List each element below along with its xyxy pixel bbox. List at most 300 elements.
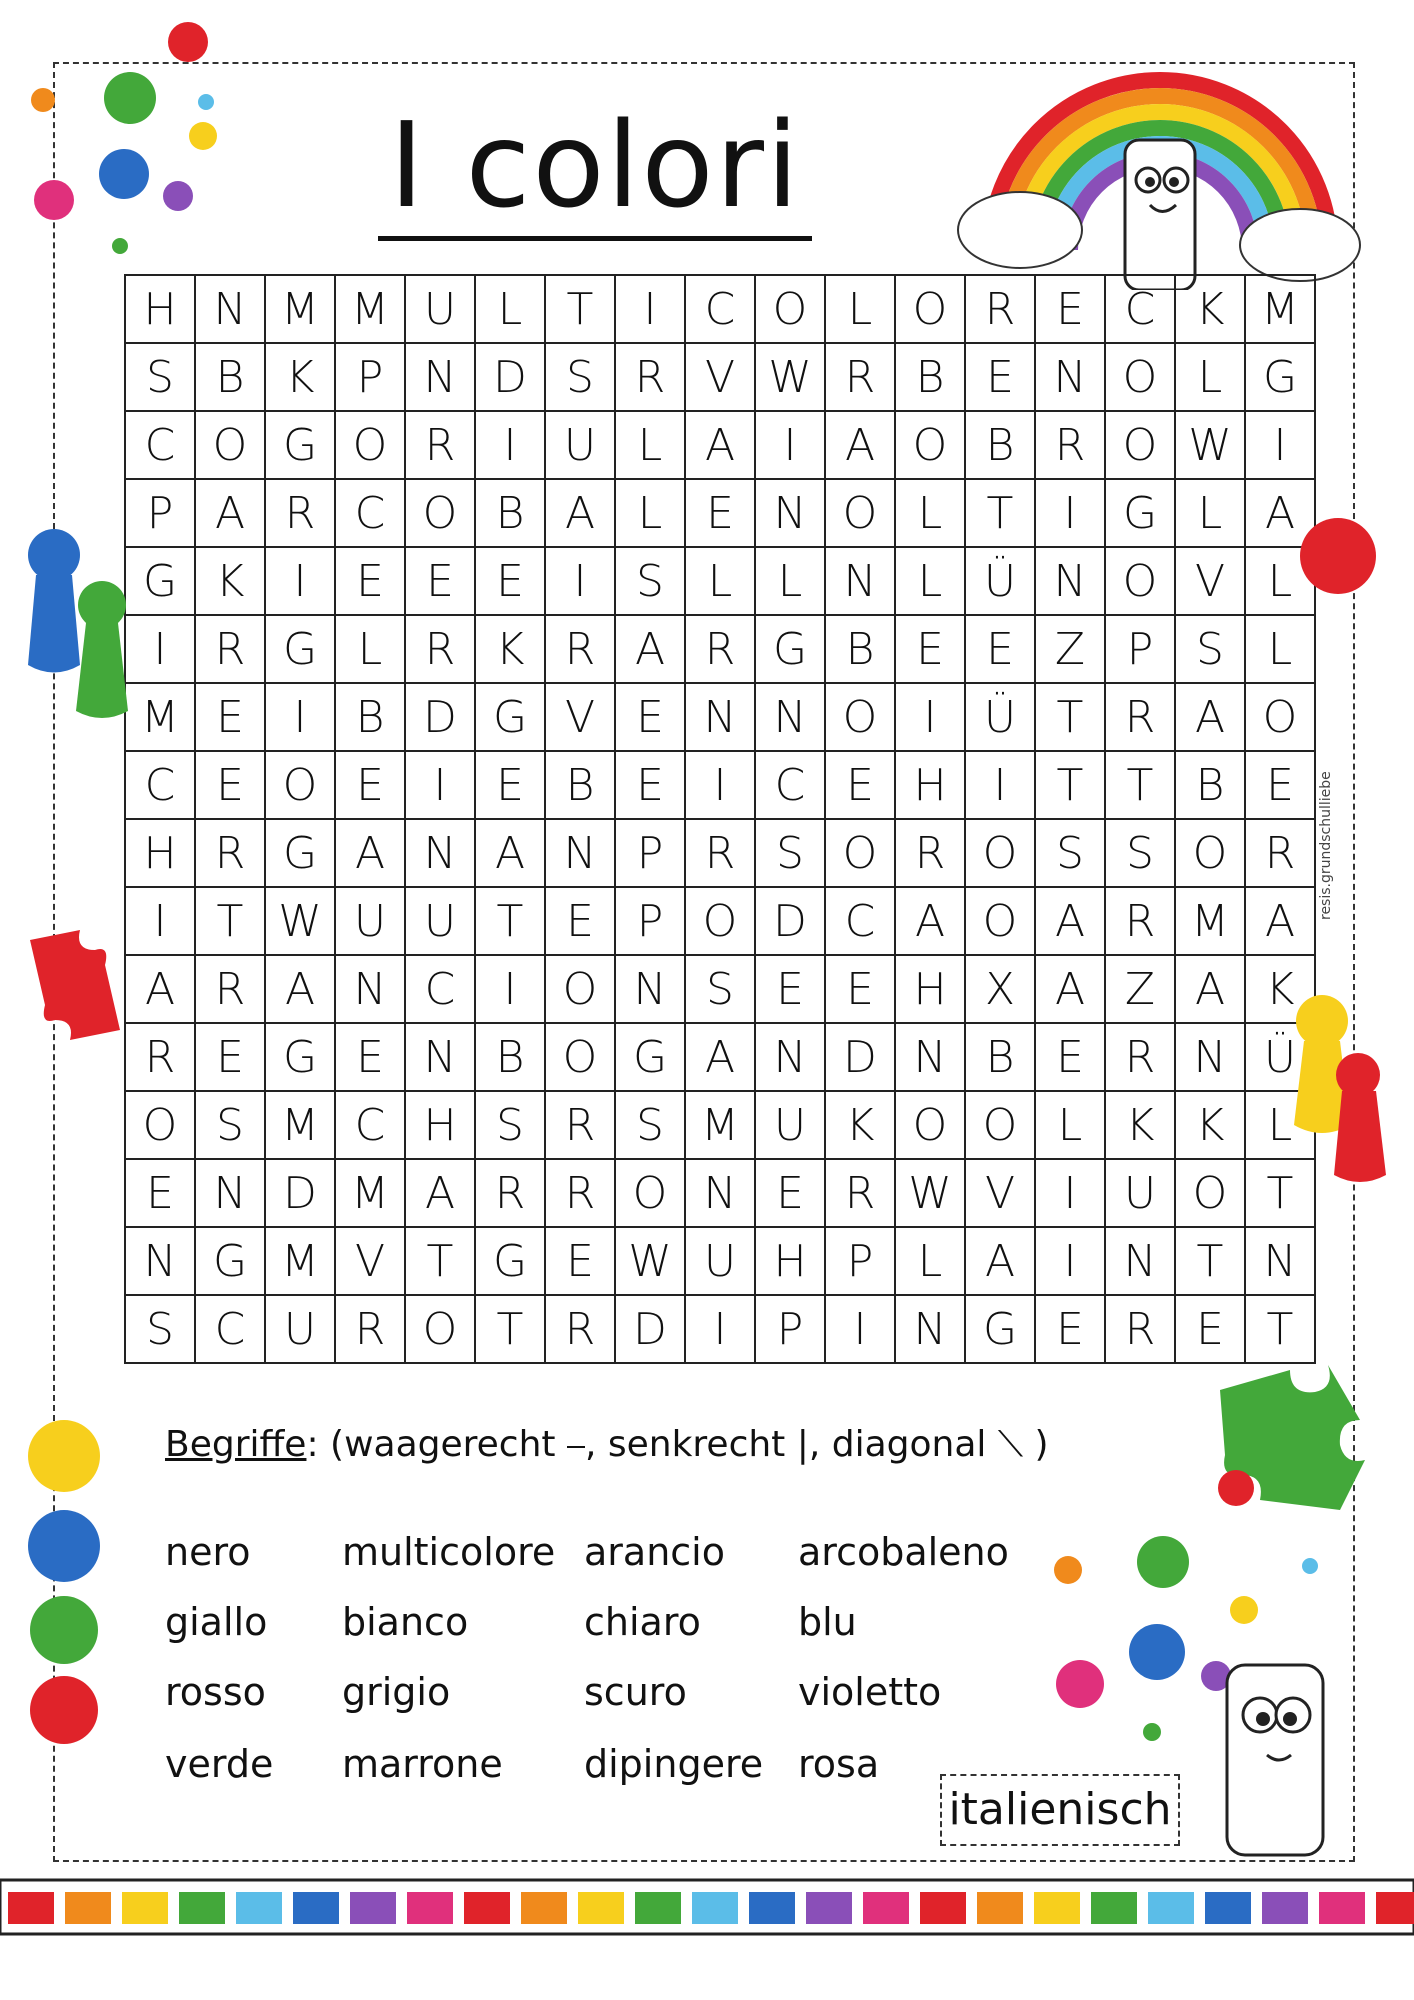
grid-cell: A — [265, 955, 335, 1023]
grid-cell: G — [195, 1227, 265, 1295]
grid-cell: U — [1105, 1159, 1175, 1227]
grid-cell: D — [405, 683, 475, 751]
grid-cell: V — [1175, 547, 1245, 615]
grid-cell: Z — [1105, 955, 1175, 1023]
grid-cell: K — [1175, 275, 1245, 343]
stripe-block — [1319, 1892, 1365, 1924]
grid-cell: N — [755, 479, 825, 547]
grid-cell: I — [1035, 479, 1105, 547]
grid-cell: G — [1105, 479, 1175, 547]
stripe-block — [749, 1892, 795, 1924]
grid-cell: R — [1105, 1295, 1175, 1363]
grid-cell: E — [965, 343, 1035, 411]
grid-cell: P — [125, 479, 195, 547]
grid-cell: D — [475, 343, 545, 411]
term-word: chiaro — [584, 1600, 701, 1644]
grid-cell: A — [615, 615, 685, 683]
term-word: giallo — [165, 1600, 268, 1644]
grid-cell: O — [895, 1091, 965, 1159]
grid-cell: W — [615, 1227, 685, 1295]
grid-cell: I — [755, 411, 825, 479]
stripe-block — [635, 1892, 681, 1924]
grid-cell: O — [895, 411, 965, 479]
grid-cell: E — [475, 751, 545, 819]
game-pieces-left — [14, 515, 144, 725]
grid-cell: S — [125, 343, 195, 411]
grid-cell: E — [755, 1159, 825, 1227]
grid-cell: U — [335, 887, 405, 955]
grid-cell: O — [1175, 819, 1245, 887]
grid-cell: T — [475, 887, 545, 955]
grid-cell: W — [1175, 411, 1245, 479]
grid-cell: D — [265, 1159, 335, 1227]
grid-cell: C — [195, 1295, 265, 1363]
grid-cell: T — [475, 1295, 545, 1363]
stripe-block — [293, 1892, 339, 1924]
grid-cell: B — [545, 751, 615, 819]
grid-cell: O — [615, 1159, 685, 1227]
grid-cell: R — [895, 819, 965, 887]
grid-cell: A — [895, 887, 965, 955]
grid-cell: W — [755, 343, 825, 411]
stripe-block — [1091, 1892, 1137, 1924]
grid-cell: O — [895, 275, 965, 343]
grid-cell: B — [825, 615, 895, 683]
grid-cell: O — [195, 411, 265, 479]
grid-cell: R — [825, 343, 895, 411]
grid-cell: V — [965, 1159, 1035, 1227]
grid-cell: I — [265, 547, 335, 615]
grid-cell: T — [1035, 683, 1105, 751]
grid-cell: A — [685, 1023, 755, 1091]
grid-cell: Ü — [965, 547, 1035, 615]
grid-cell: G — [265, 615, 335, 683]
grid-cell: O — [405, 479, 475, 547]
grid-cell: V — [685, 343, 755, 411]
grid-cell: R — [195, 615, 265, 683]
grid-cell: E — [895, 615, 965, 683]
grid-cell: K — [265, 343, 335, 411]
grid-cell: A — [1175, 683, 1245, 751]
grid-cell: E — [195, 1023, 265, 1091]
grid-cell: O — [545, 955, 615, 1023]
grid-cell: L — [825, 275, 895, 343]
grid-cell: B — [965, 1023, 1035, 1091]
stripe-block — [1376, 1892, 1414, 1924]
grid-cell: C — [685, 275, 755, 343]
grid-cell: R — [195, 955, 265, 1023]
grid-cell: K — [825, 1091, 895, 1159]
page-title: I colori — [389, 96, 801, 234]
grid-cell: L — [1245, 615, 1315, 683]
grid-cell: O — [1105, 547, 1175, 615]
grid-cell: N — [685, 1159, 755, 1227]
grid-cell: I — [125, 887, 195, 955]
grid-cell: A — [195, 479, 265, 547]
grid-cell: U — [545, 411, 615, 479]
grid-row — [125, 479, 1315, 547]
grid-cell: G — [125, 547, 195, 615]
grid-cell: S — [125, 1295, 195, 1363]
grid-cell: O — [405, 1295, 475, 1363]
grid-cell: C — [755, 751, 825, 819]
grid-cell: K — [1105, 1091, 1175, 1159]
grid-cell: O — [265, 751, 335, 819]
grid-cell: H — [125, 275, 195, 343]
term-word: bianco — [342, 1600, 469, 1644]
grid-cell: A — [825, 411, 895, 479]
grid-cell: L — [1245, 1091, 1315, 1159]
grid-cell: E — [615, 683, 685, 751]
grid-cell: A — [475, 819, 545, 887]
grid-cell: H — [895, 955, 965, 1023]
grid-cell: L — [1175, 479, 1245, 547]
grid-cell: N — [1105, 1227, 1175, 1295]
grid-row — [125, 819, 1315, 887]
grid-cell: C — [335, 479, 405, 547]
grid-cell: O — [1175, 1159, 1245, 1227]
grid-cell: N — [405, 343, 475, 411]
terms-heading — [165, 1424, 1049, 1466]
term-word: marrone — [342, 1742, 503, 1786]
grid-cell: S — [615, 547, 685, 615]
stripe-block — [8, 1892, 54, 1924]
grid-cell: N — [685, 683, 755, 751]
grid-cell: K — [195, 547, 265, 615]
term-word: rosso — [165, 1670, 266, 1714]
grid-cell: A — [965, 1227, 1035, 1295]
grid-cell: A — [545, 479, 615, 547]
grid-cell: I — [475, 955, 545, 1023]
grid-cell: S — [195, 1091, 265, 1159]
grid-cell: B — [1175, 751, 1245, 819]
term-word: violetto — [798, 1670, 942, 1714]
grid-cell: B — [475, 479, 545, 547]
grid-row — [125, 411, 1315, 479]
grid-cell: M — [1175, 887, 1245, 955]
grid-cell: E — [335, 1023, 405, 1091]
grid-cell: E — [965, 615, 1035, 683]
grid-cell: L — [755, 547, 825, 615]
grid-row — [125, 547, 1315, 615]
grid-cell: U — [755, 1091, 825, 1159]
grid-cell: N — [405, 1023, 475, 1091]
grid-cell: K — [1175, 1091, 1245, 1159]
grid-cell: P — [755, 1295, 825, 1363]
grid-cell: I — [1035, 1159, 1105, 1227]
grid-cell: L — [1035, 1091, 1105, 1159]
grid-cell: M — [335, 1159, 405, 1227]
grid-cell: E — [475, 547, 545, 615]
grid-cell: X — [965, 955, 1035, 1023]
grid-row — [125, 615, 1315, 683]
puzzle-piece-red — [10, 920, 130, 1070]
stripe-block — [692, 1892, 738, 1924]
grid-cell: I — [265, 683, 335, 751]
grid-row — [125, 955, 1315, 1023]
stripe-block — [920, 1892, 966, 1924]
grid-cell: G — [265, 411, 335, 479]
grid-cell: M — [685, 1091, 755, 1159]
grid-cell: D — [755, 887, 825, 955]
grid-cell: A — [1245, 479, 1315, 547]
grid-cell: E — [1245, 751, 1315, 819]
grid-cell: I — [405, 751, 475, 819]
grid-cell: A — [125, 955, 195, 1023]
grid-cell: L — [1245, 547, 1315, 615]
grid-cell: G — [1245, 343, 1315, 411]
grid-cell: N — [895, 1295, 965, 1363]
grid-cell: C — [405, 955, 475, 1023]
grid-cell: T — [1105, 751, 1175, 819]
grid-cell: D — [825, 1023, 895, 1091]
grid-cell: L — [895, 1227, 965, 1295]
grid-cell: K — [1245, 955, 1315, 1023]
grid-cell: R — [545, 1159, 615, 1227]
grid-cell: C — [825, 887, 895, 955]
grid-cell: N — [1175, 1023, 1245, 1091]
grid-cell: E — [405, 547, 475, 615]
grid-cell: E — [1035, 275, 1105, 343]
term-word: scuro — [584, 1670, 687, 1714]
grid-cell: I — [685, 1295, 755, 1363]
grid-cell: N — [615, 955, 685, 1023]
term-word: dipingere — [584, 1742, 764, 1786]
grid-cell: K — [475, 615, 545, 683]
grid-cell: O — [965, 819, 1035, 887]
grid-cell: S — [1105, 819, 1175, 887]
grid-cell: O — [335, 411, 405, 479]
rainbow-illustration — [950, 30, 1370, 290]
grid-cell: L — [895, 547, 965, 615]
grid-cell: A — [1035, 887, 1105, 955]
grid-cell: R — [475, 1159, 545, 1227]
grid-cell: N — [1035, 547, 1105, 615]
grid-cell: M — [125, 683, 195, 751]
grid-cell: G — [755, 615, 825, 683]
grid-cell: R — [125, 1023, 195, 1091]
grid-cell: E — [825, 955, 895, 1023]
grid-cell: T — [405, 1227, 475, 1295]
grid-cell: E — [755, 955, 825, 1023]
grid-cell: C — [125, 411, 195, 479]
grid-cell: N — [195, 275, 265, 343]
mascot-bottom-right — [1205, 1655, 1345, 1885]
grid-cell: R — [1245, 819, 1315, 887]
grid-cell: Z — [1035, 615, 1105, 683]
grid-cell: P — [335, 343, 405, 411]
grid-cell: T — [1245, 1159, 1315, 1227]
grid-cell: I — [545, 547, 615, 615]
grid-cell: I — [1035, 1227, 1105, 1295]
grid-cell: E — [125, 1159, 195, 1227]
grid-cell: I — [895, 683, 965, 751]
grid-cell: H — [895, 751, 965, 819]
grid-cell: A — [1035, 955, 1105, 1023]
grid-row — [125, 887, 1315, 955]
grid-cell: M — [265, 275, 335, 343]
term-word: arancio — [584, 1530, 725, 1574]
stripe-block — [1148, 1892, 1194, 1924]
grid-cell: C — [335, 1091, 405, 1159]
grid-cell: L — [615, 479, 685, 547]
grid-cell: O — [965, 887, 1035, 955]
grid-cell: U — [405, 887, 475, 955]
grid-cell: T — [545, 275, 615, 343]
grid-cell: R — [405, 615, 475, 683]
term-word: arcobaleno — [798, 1530, 1009, 1574]
grid-cell: O — [1105, 411, 1175, 479]
balls-left-column — [24, 1420, 114, 1750]
grid-cell: V — [335, 1227, 405, 1295]
grid-cell: M — [335, 275, 405, 343]
stripe-block — [464, 1892, 510, 1924]
grid-cell: T — [1175, 1227, 1245, 1295]
terms-hint: : (waagerecht ⎯, senkrecht |, diagonal ⟍ ) — [306, 1424, 1049, 1465]
grid-cell: R — [685, 819, 755, 887]
grid-cell: O — [755, 275, 825, 343]
grid-cell: T — [965, 479, 1035, 547]
stripe-block — [521, 1892, 567, 1924]
grid-cell: N — [545, 819, 615, 887]
grid-cell: E — [1035, 1023, 1105, 1091]
grid-cell: B — [335, 683, 405, 751]
grid-cell: G — [475, 683, 545, 751]
grid-cell: R — [1105, 683, 1175, 751]
grid-cell: B — [195, 343, 265, 411]
grid-cell: G — [265, 1023, 335, 1091]
term-word: rosa — [798, 1742, 880, 1786]
credit-text: resis.grundschulliebe — [1318, 771, 1334, 920]
grid-cell: R — [825, 1159, 895, 1227]
grid-cell: L — [335, 615, 405, 683]
grid-cell: R — [1105, 1023, 1175, 1091]
stripe-block — [236, 1892, 282, 1924]
grid-cell: O — [1245, 683, 1315, 751]
grid-cell: P — [615, 819, 685, 887]
grid-row — [125, 751, 1315, 819]
term-word: verde — [165, 1742, 274, 1786]
grid-cell: E — [825, 751, 895, 819]
grid-cell: U — [265, 1295, 335, 1363]
grid-cell: N — [755, 1023, 825, 1091]
stripe-block — [407, 1892, 453, 1924]
grid-cell: P — [1105, 615, 1175, 683]
grid-cell: A — [335, 819, 405, 887]
grid-cell: A — [1245, 887, 1315, 955]
grid-cell: O — [825, 683, 895, 751]
grid-cell: O — [545, 1023, 615, 1091]
grid-cell: S — [1175, 615, 1245, 683]
game-pieces-right — [1280, 985, 1400, 1195]
grid-cell: R — [965, 275, 1035, 343]
grid-cell: P — [615, 887, 685, 955]
grid-cell: I — [475, 411, 545, 479]
grid-cell: L — [685, 547, 755, 615]
stripe-block — [977, 1892, 1023, 1924]
bubbles-top-left — [20, 10, 280, 260]
term-word: grigio — [342, 1670, 451, 1714]
grid-cell: E — [195, 683, 265, 751]
grid-cell: N — [125, 1227, 195, 1295]
grid-cell: N — [405, 819, 475, 887]
grid-cell: I — [965, 751, 1035, 819]
grid-cell: E — [335, 547, 405, 615]
grid-row — [125, 275, 1315, 343]
grid-cell: M — [265, 1091, 335, 1159]
grid-cell: E — [195, 751, 265, 819]
grid-cell: E — [335, 751, 405, 819]
grid-cell: T — [1035, 751, 1105, 819]
stripe-block — [1262, 1892, 1308, 1924]
grid-cell: O — [125, 1091, 195, 1159]
grid-cell: E — [685, 479, 755, 547]
grid-cell: R — [615, 343, 685, 411]
grid-cell: N — [1035, 343, 1105, 411]
grid-cell: A — [1175, 955, 1245, 1023]
stripe-block — [863, 1892, 909, 1924]
grid-cell: C — [1105, 275, 1175, 343]
stripe-block — [1034, 1892, 1080, 1924]
grid-cell: P — [825, 1227, 895, 1295]
grid-cell: D — [615, 1295, 685, 1363]
grid-row — [125, 1159, 1315, 1227]
grid-cell: B — [965, 411, 1035, 479]
grid-cell: T — [1245, 1295, 1315, 1363]
stripe-block — [122, 1892, 168, 1924]
grid-row — [125, 1227, 1315, 1295]
grid-cell: I — [1245, 411, 1315, 479]
grid-cell: W — [265, 887, 335, 955]
grid-cell: G — [615, 1023, 685, 1091]
grid-cell: S — [475, 1091, 545, 1159]
grid-row — [125, 1023, 1315, 1091]
grid-cell: R — [685, 615, 755, 683]
grid-cell: R — [335, 1295, 405, 1363]
grid-cell: S — [615, 1091, 685, 1159]
grid-cell: G — [965, 1295, 1035, 1363]
stripe-block — [179, 1892, 225, 1924]
grid-cell: N — [195, 1159, 265, 1227]
grid-cell: N — [825, 547, 895, 615]
grid-row — [125, 1295, 1315, 1363]
grid-cell: S — [545, 343, 615, 411]
grid-cell: I — [125, 615, 195, 683]
grid-cell: R — [405, 411, 475, 479]
grid-cell: N — [755, 683, 825, 751]
stripe-block — [1205, 1892, 1251, 1924]
grid-cell: A — [685, 411, 755, 479]
grid-cell: E — [615, 751, 685, 819]
grid-cell: H — [125, 819, 195, 887]
grid-cell: S — [755, 819, 825, 887]
grid-cell: O — [825, 819, 895, 887]
term-word: nero — [165, 1530, 251, 1574]
grid-cell: Ü — [1245, 1023, 1315, 1091]
grid-cell: G — [475, 1227, 545, 1295]
grid-cell: R — [195, 819, 265, 887]
grid-cell: Ü — [965, 683, 1035, 751]
grid-cell: M — [1245, 275, 1315, 343]
grid-cell: L — [615, 411, 685, 479]
grid-cell: H — [405, 1091, 475, 1159]
word-search-grid — [124, 274, 1316, 1364]
grid-cell: W — [895, 1159, 965, 1227]
grid-cell: E — [545, 1227, 615, 1295]
grid-cell: C — [125, 751, 195, 819]
grid-cell: A — [405, 1159, 475, 1227]
grid-cell: U — [685, 1227, 755, 1295]
